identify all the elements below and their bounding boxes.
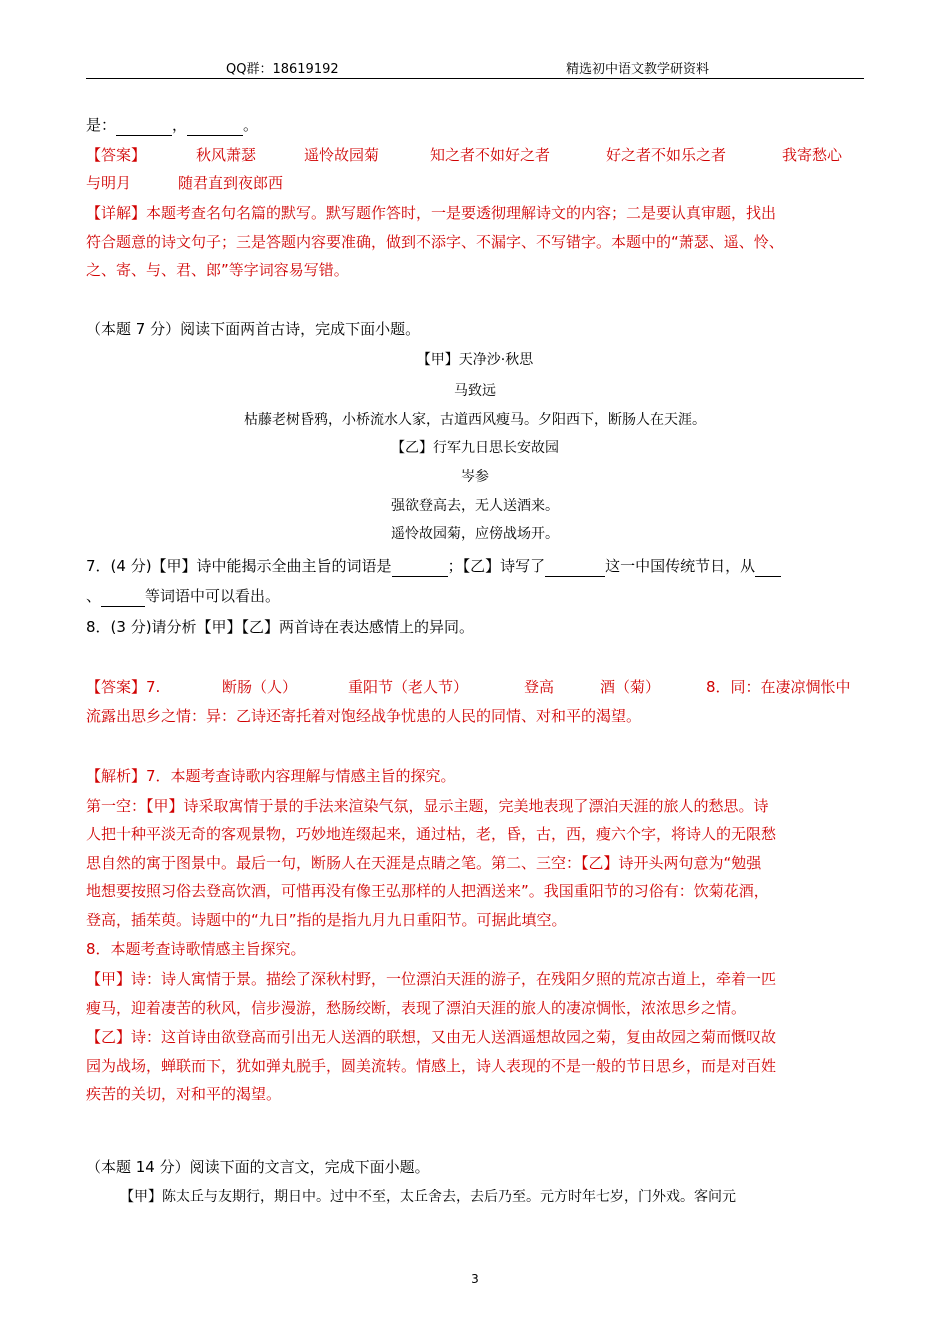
analysis-line: 登高，插茱萸。诗题中的“九日”指的是指九月九日重阳节。可据此填空。 <box>86 911 567 929</box>
page-header <box>86 56 864 79</box>
analysis-line: 瘦马，迎着凄苦的秋风，信步漫游，愁肠绞断，表现了漂泊天涯的旅人的凄凉惆怅，浓浓思乡之情。 <box>86 999 747 1017</box>
blank <box>392 560 448 577</box>
question-8: 8．(3 分)请分析【甲】【乙】两首诗在表达感情上的异同。 <box>86 618 475 636</box>
analysis-line: 地想要按照习俗去登高饮酒，可惜再没有像王弘那样的人把酒送来”。我国重阳节的习俗有：饮菊花酒， <box>86 882 769 900</box>
page-number: 3 <box>471 1272 479 1286</box>
poem1-text: 枯藤老树昏鸦，小桥流水人家，古道西风瘦马。夕阳西下，断肠人在天涯。 <box>244 412 706 428</box>
analysis-line: 疾苦的关切，对和平的渴望。 <box>86 1085 282 1103</box>
analysis-line: 8．本题考查诗歌情感主旨探究。 <box>86 940 306 958</box>
blank <box>101 590 145 607</box>
question-7-cont: 、 等词语中可以看出。 <box>86 587 281 605</box>
prev-answer-line2: 与明月 随君直到夜郎西 <box>86 174 284 192</box>
analysis-line: 思自然的寓于图景中。最后一句，断肠人在天涯是点睛之笔。第二、三空：【乙】诗开头两句意为“勉强 <box>86 854 762 872</box>
poem-answer-line1: 【答案】7. 断肠（人） 重阳节（老人节） 登高 酒（菊） 8．同：在凄凉惆怅中 <box>86 678 851 696</box>
poem2-line2: 遥怜故园菊，应傍战场开。 <box>391 526 559 542</box>
blank <box>545 560 605 577</box>
analysis-line: 第一空：【甲】诗采取寓情于景的手法来渲染气氛，显示主题，完美地表现了漂泊天涯的旅人的愁思。诗 <box>86 797 769 815</box>
header-title: 精选初中语文教学研资料 <box>566 62 710 77</box>
header-qq-group: QQ群：18619192 <box>226 62 339 77</box>
prev-answer-line1: 【答案】 秋风萧瑟 遥怜故园菊 知之者不如好之者 好之者不如乐之者 我寄愁心 <box>86 146 843 164</box>
prev-detail-line: 【详解】本题考查名句名篇的默写。默写题作答时，一是要透彻理解诗文的内容；二是要认真审题，找出 <box>86 204 777 222</box>
poem2-title: 【乙】行军九日思长安故园 <box>391 440 559 456</box>
blank <box>755 560 781 577</box>
poem-section-intro: （本题 7 分）阅读下面两首古诗，完成下面小题。 <box>86 320 421 338</box>
analysis-line: 园为战场，蝉联而下，犹如弹丸脱手，圆美流转。情感上，诗人表现的不是一般的节日思乡，而是对百姓 <box>86 1057 777 1075</box>
analysis-line: 【甲】诗：诗人寓情于景。描绘了深秋村野，一位漂泊天涯的游子，在残阳夕照的荒凉古道上，牵着一匹 <box>86 970 777 988</box>
analysis-line: 【解析】7．本题考查诗歌内容理解与情感主旨的探究。 <box>86 767 456 785</box>
poem1-title: 【甲】天净沙·秋思 <box>416 352 534 368</box>
analysis-line: 人把十种平淡无奇的客观景物，巧妙地连缀起来，通过枯，老，昏，古，西，瘦六个字，将诗人的无限愁 <box>86 825 777 843</box>
analysis-line: 【乙】诗：这首诗由欲登高而引出无人送酒的联想，又由无人送酒遥想故园之菊，复由故园之菊而慨叹故 <box>86 1028 777 1046</box>
prev-detail-line: 符合题意的诗文句子；三是答题内容要准确，做到不添字、不漏字、不写错字。本题中的“萧瑟、遥、怜、 <box>86 233 784 251</box>
poem-answer-line2: 流露出思乡之情：异：乙诗还寄托着对饱经战争忧患的人民的同情、对和平的渴望。 <box>86 707 642 725</box>
poem1-author: 马致远 <box>454 383 496 399</box>
wenyan-text: 【甲】陈太丘与友期行，期日中。过中不至，太丘舍去，去后乃至。元方时年七岁，门外戏。客问元 <box>120 1189 736 1205</box>
prev-detail-line: 之、寄、与、君、郎”等字词容易写错。 <box>86 261 349 279</box>
poem2-line1: 强欲登高去，无人送酒来。 <box>391 498 559 514</box>
blank <box>116 119 172 136</box>
blank <box>187 119 243 136</box>
poem2-author: 岑参 <box>461 469 489 485</box>
wenyan-section-intro: （本题 14 分）阅读下面的文言文，完成下面小题。 <box>86 1158 430 1176</box>
prev-question-blanks: 是： ， 。 <box>86 116 259 134</box>
question-7: 7．(4 分)【甲】诗中能揭示全曲主旨的词语是 ；【乙】诗写了 这一中国传统节日，从 <box>86 555 781 577</box>
